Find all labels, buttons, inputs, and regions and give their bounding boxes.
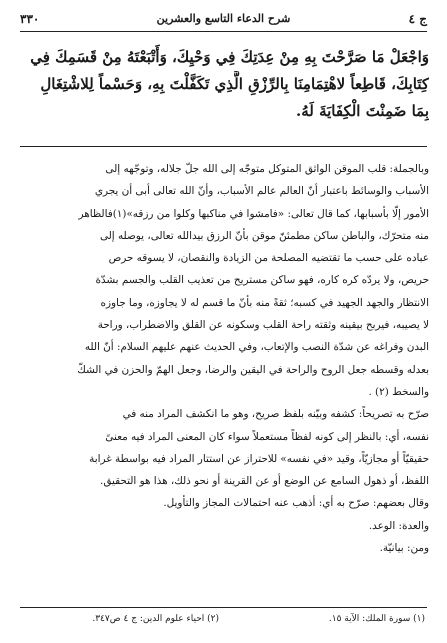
- body-line: البدن وفراغه عن شدّة النصب والإتعاب، وفي الحديث عنهم عليهم السلام: أنّ الله: [84, 341, 429, 354]
- footnote-2: (٢) احياء علوم الدين: ج ٤ ص٣٤٧.: [92, 614, 219, 624]
- supplication-quote: [18, 44, 429, 125]
- body-line: نفسه، أي: بالنظر إلى كونه لفظاً مستعملاً سواء كان المعنى المراد فيه معنىً: [105, 430, 429, 443]
- body-line: صرّح به تصريحاً: كشفه وبيّنه بلفظ صريح، وهو ما انكشف المراد منه في: [122, 408, 429, 421]
- running-title: شرح الدعاء التاسع والعشرين: [156, 12, 291, 25]
- body-line: الانتظار والجهد الجهيد في كسبه؛ ثقةً منه بأنّ ما قسم له لا يجاوزه، وما جاوزه: [100, 296, 429, 309]
- body-line: حريص، ولا يردّه كره كاره، فهو ساكن مستريح من تعذيب القلب والجسم بشدّة: [95, 274, 429, 287]
- body-line: لا يصيبه، فيربح بيقينه وثقته راحة القلب وسكونه عن القلق والاضطراب، وراحة: [97, 319, 429, 332]
- quote-line: كِتَابِكَ، قَاطِعاً لاهْتِمَامِنَا بِالرِّزْقِ الَّذِي تَكَفَّلْتَ بِهِ، وَحَسْماً لِلاشْتِغَالِ: [40, 75, 429, 93]
- page-number: ٣٣٠: [20, 12, 40, 26]
- commentary-text: [18, 158, 429, 559]
- body-line: ومن: بيانيّة.: [379, 542, 429, 555]
- footnote-rule: [20, 607, 427, 608]
- quote-line: وَاجْعَلْ مَا صَرَّحْتَ بِهِ مِنْ عِدَتِكَ فِي وَحْيِكَ، وَأَتْبَعْتَهُ مِنْ قَسَمِكَ فِي: [30, 48, 429, 66]
- body-line: منه متحرّك، والباطن ساكن مطمئنّ موقن بأنّ الرزق بيدالله تعالى، يوصله إلى: [99, 229, 429, 242]
- running-header: [20, 10, 427, 30]
- body-line: حقيقيّاً أو مجازيّاً، وقيد «في نفسه» للاحتراز عن استتار المراد فيه بواسطة غرابة: [89, 452, 429, 465]
- body-line: الأمور إلّا بأسبابها، كما قال تعالى: «فامشوا في مناكبها وكلوا من رزقه»(١)فالظاهر: [78, 207, 429, 220]
- quote-separator-rule: [20, 146, 427, 147]
- body-line: عباده على حسب ما تقتضيه المصلحة من الزيادة والنقصان، لا يسوقه حرص: [108, 252, 429, 265]
- body-line: والعدة: الوعد.: [368, 519, 429, 532]
- quote-line: بِمَا ضَمِنْتَ الْكِفَايَةَ لَهُ.: [296, 102, 429, 120]
- header-rule: [20, 31, 427, 32]
- body-line: وبالجملة: قلب الموقن الواثق المتوكل متوجّه إلى الله جلّ جلاله، وتوجّهه إلى: [105, 163, 429, 175]
- body-line: والسخط (٢) .: [368, 385, 429, 398]
- body-line: اللفظ، أو ذهول السامع عن الوضع أو عن القرينة أو نحو ذلك، هذا هو التحقيق.: [100, 475, 429, 488]
- body-line: الأسباب والوسائط باعتبار أنّ العالم عالم الأسباب، وأنّ الله تعالى أبى أن يجري: [94, 185, 429, 198]
- footnote-1: (١) سورة الملك: الآية ١٥.: [328, 614, 425, 624]
- body-line: بعدله وقسطه جعل الروح والراحة في اليقين والرضا، وجعل الهمّ والحزن في الشكّ: [77, 363, 429, 376]
- body-line: وقال بعضهم: صرّح به أي: أذهب عنه احتمالات المجاز والتأويل.: [163, 497, 429, 510]
- volume-number: ج ٤: [408, 12, 427, 26]
